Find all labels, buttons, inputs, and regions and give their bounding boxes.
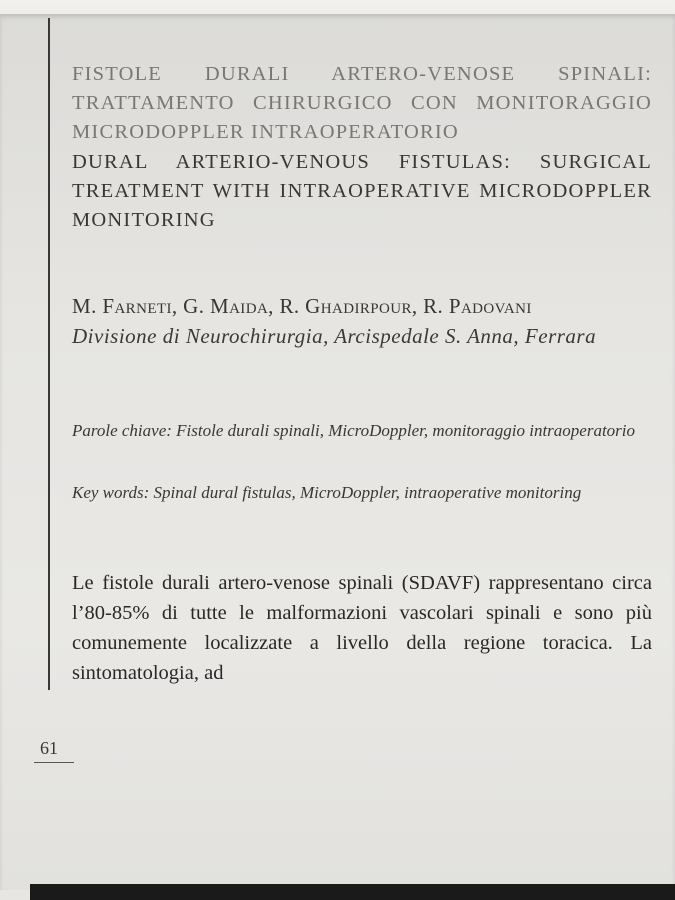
page-number: 61 bbox=[40, 738, 58, 758]
affiliation: Divisione di Neurochirurgia, Arcispedale S. Anna, Ferrara bbox=[72, 324, 597, 348]
body-paragraph: Le fistole durali artero-venose spinali (SDAVF) rappresentano circa l’80-85% di tutte le malformazioni vascolari spinali e sono più comunemente localizzate a livello della regione toracica. La sintomatologia, ad bbox=[72, 572, 652, 684]
authors: M. Farneti, G. Maida, R. Ghadirpour, R. Padovani bbox=[72, 294, 532, 318]
article-title-italian: FISTOLE DURALI ARTERO-VENOSE SPINALI: TRATTAMENTO CHIRURGICO CON MONITORAGGIO MICRODOPPLER INTRAOPERATORIO bbox=[72, 63, 652, 143]
keywords-italian: Parole chiave: Fistole durali spinali, MicroDoppler, monitoraggio intraoperatorio bbox=[72, 421, 636, 440]
keywords-english: Key words: Spinal dural fistulas, MicroDoppler, intraoperative monitoring bbox=[72, 483, 582, 502]
article-title-english: DURAL ARTERIO-VENOUS FISTULAS: SURGICAL TREATMENT WITH INTRAOPERATIVE MICRODOPPLER MONITORING bbox=[72, 151, 652, 231]
margin-rule bbox=[48, 18, 50, 690]
page-number-rule bbox=[34, 762, 74, 763]
bottom-edge bbox=[30, 884, 675, 900]
